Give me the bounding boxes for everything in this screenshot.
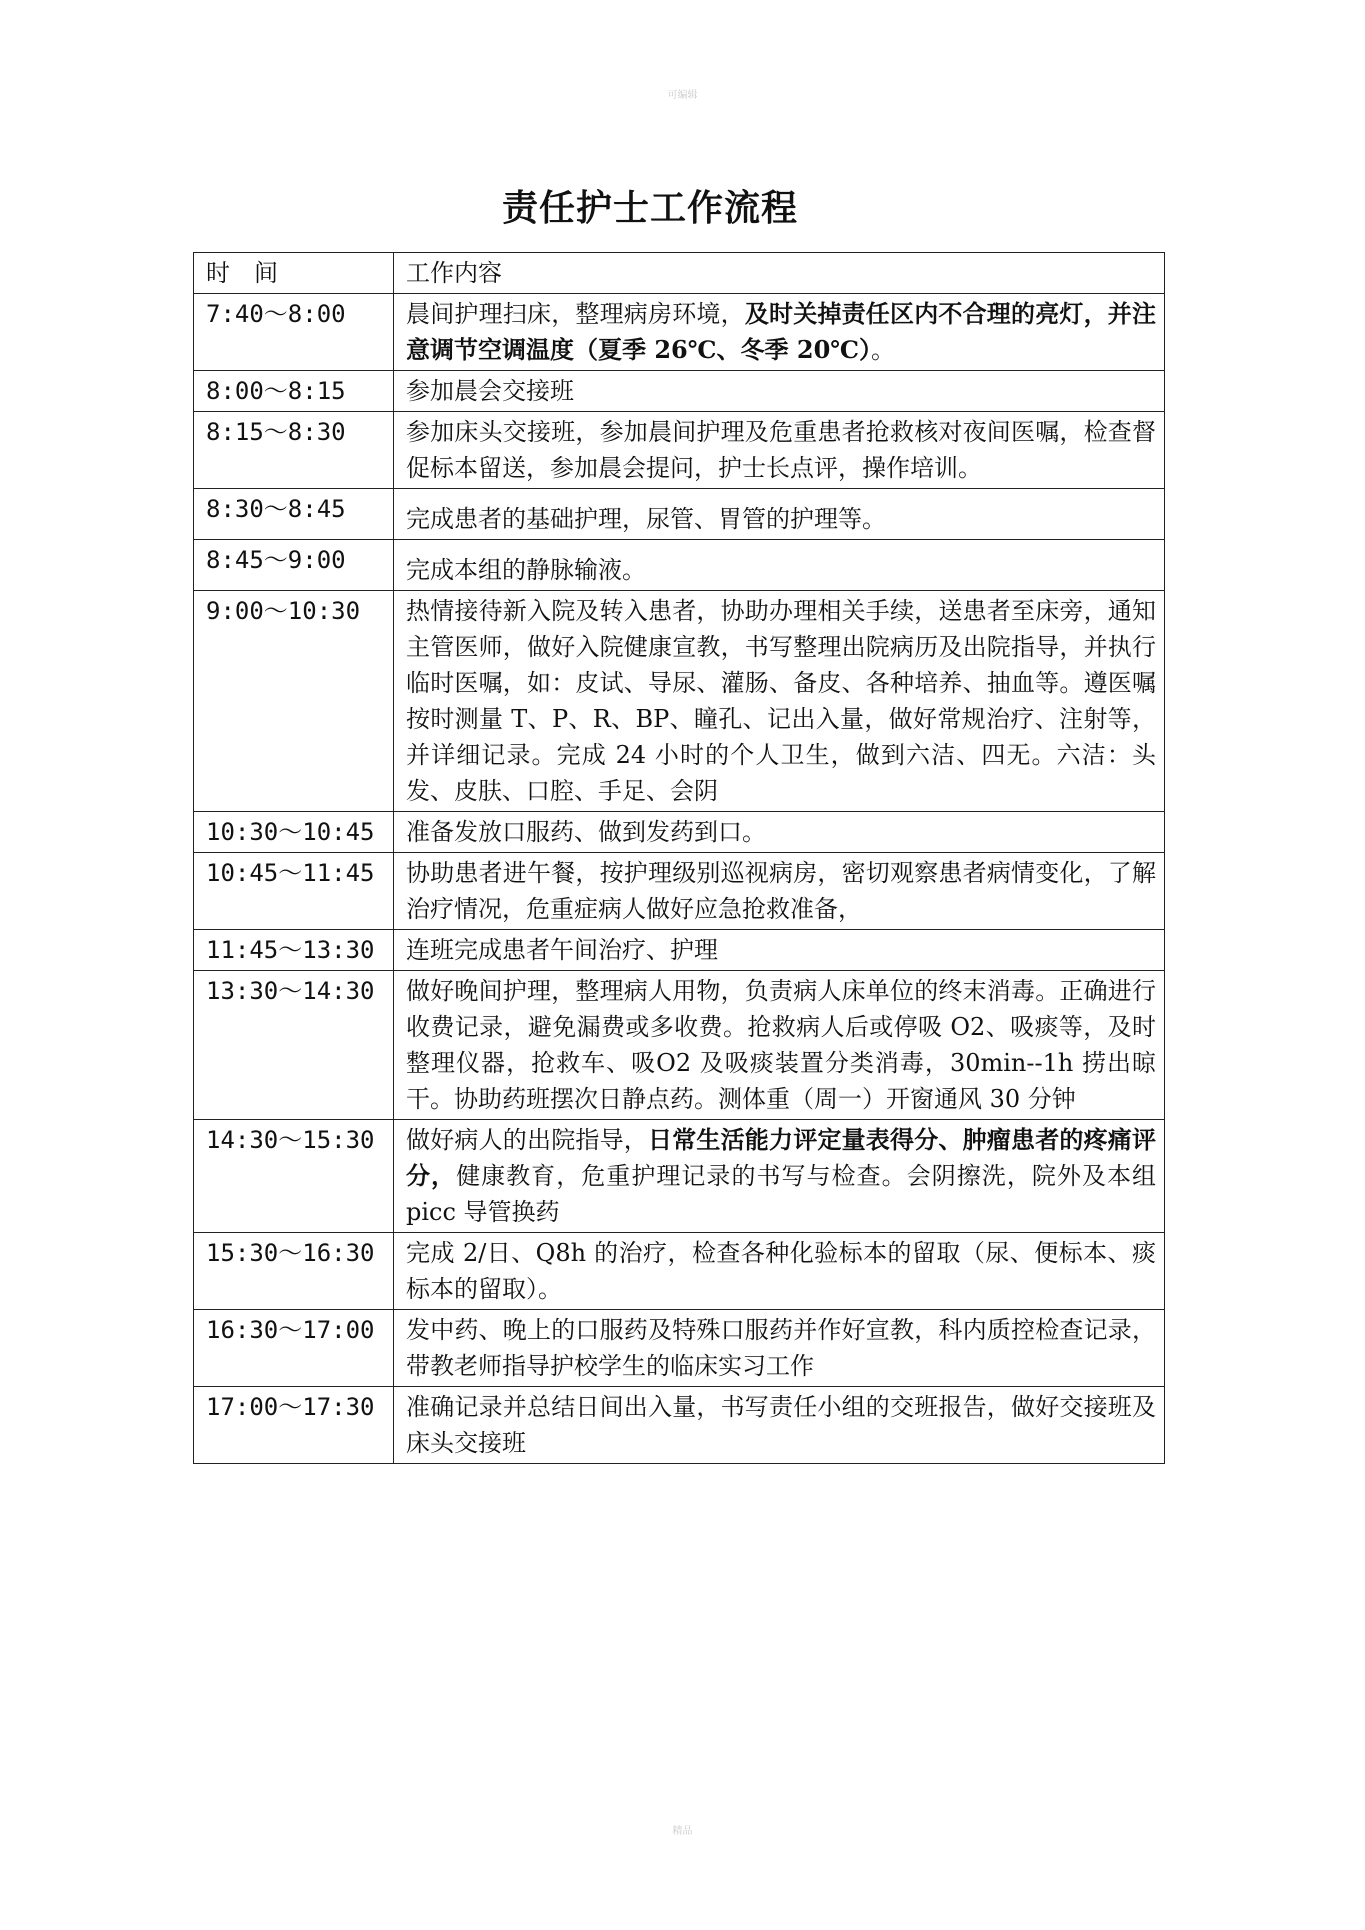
work-text: 完成患者的基础护理，尿管、胃管的护理等。 [406,505,886,533]
row-work-content [394,1310,1165,1387]
row-work-content [394,1233,1165,1310]
row-work-content [394,930,1165,971]
row-work-content [394,489,1165,540]
table-row [194,294,1165,371]
table-row [194,930,1165,971]
table-row [194,1233,1165,1310]
table-row [194,1310,1165,1387]
table-row [194,540,1165,591]
work-text: 发中药、晚上的口服药及特殊口服药并作好宣教，科内质控检查记录，带教老师指导护校学生的临床实习工作 [406,1316,1156,1380]
table-row [194,591,1165,812]
work-text: 协助患者进午餐，按护理级别巡视病房，密切观察患者病情变化，了解治疗情况，危重症病人做好应急抢救准备， [406,859,1156,923]
work-text: 准备发放口服药、做到发药到口。 [406,818,766,846]
table-row [194,1387,1165,1464]
row-time: 16:30～17:00 [194,1310,394,1387]
footer-watermark: 精品 [672,1826,693,1837]
header-watermark: 可编辑 [667,90,698,101]
row-time: 8:15～8:30 [194,412,394,489]
work-text: 参加晨会交接班 [406,377,574,405]
row-time: 9:00～10:30 [194,591,394,812]
work-text: 热情接待新入院及转入患者，协助办理相关手续，送患者至床旁，通知主管医师，做好入院健康宣教，书写整理出院病历及出院指导，并执行临时医嘱，如：皮试、导尿、灌肠、备皮、各种培养、抽血等。遵医嘱按时测量 T、P、R、BP、瞳孔、记出入量，做好常规治疗、注射等，并详细记录。完成 24 小时的个人卫生，做到六洁、四无。六洁：头发、皮肤、口腔、手足、会阴 [406,597,1156,805]
work-text: 晨间护理扫床，整理病房环境， [406,300,745,328]
work-text: 做好病人的出院指导， [406,1126,648,1154]
row-work-content [394,294,1165,371]
table-row [194,412,1165,489]
row-time: 10:30～10:45 [194,812,394,853]
row-time: 15:30～16:30 [194,1233,394,1310]
emphasis-text: 及时关掉责任区内不合理的亮灯，并注意调节空调温度（夏季 26℃、冬季 20℃） [406,299,1157,364]
work-text: 连班完成患者午间治疗、护理 [406,936,718,964]
row-time: 14:30～15:30 [194,1120,394,1233]
row-time: 17:00～17:30 [194,1387,394,1464]
emphasis-text: 日常生活能力评定量表得分、肿瘤患者的疼痛评分， [406,1125,1156,1190]
table-row [194,971,1165,1120]
row-work-content [394,412,1165,489]
table-row [194,489,1165,540]
work-text: 完成本组的静脉输液。 [406,556,646,584]
row-time: 11:45～13:30 [194,930,394,971]
row-work-content [394,591,1165,812]
row-time: 8:30～8:45 [194,489,394,540]
work-text: 参加床头交接班，参加晨间护理及危重患者抢救核对夜间医嘱，检查督促标本留送，参加晨会提问，护士长点评，操作培训。 [406,418,1156,482]
work-text: 。 [871,336,896,364]
work-text: 健康教育，危重护理记录的书写与检查。会阴擦洗，院外及本组 picc 导管换药 [406,1162,1157,1226]
work-text: 完成 2/日、Q8h 的治疗，检查各种化验标本的留取（尿、便标本、痰标本的留取）。 [406,1239,1156,1303]
row-work-content [394,1120,1165,1233]
table-row [194,853,1165,930]
row-time: 8:45～9:00 [194,540,394,591]
work-text: 准确记录并总结日间出入量，书写责任小组的交班报告，做好交接班及床头交接班 [406,1393,1156,1457]
header-work-content: 工作内容 [394,253,1165,294]
row-work-content [394,540,1165,591]
row-time: 13:30～14:30 [194,971,394,1120]
workflow-table [193,252,1165,1464]
header-time: 时 间 [194,253,394,294]
row-work-content [394,971,1165,1120]
row-work-content [394,371,1165,412]
table-row [194,1120,1165,1233]
page-title: 责任护士工作流程 [501,188,798,229]
row-work-content [394,853,1165,930]
row-time: 10:45～11:45 [194,853,394,930]
row-work-content [394,1387,1165,1464]
table-header-row [194,253,1165,294]
table-row [194,371,1165,412]
row-time: 8:00～8:15 [194,371,394,412]
row-time: 7:40～8:00 [194,294,394,371]
row-work-content [394,812,1165,853]
workflow-table-body [194,253,1165,1464]
table-row [194,812,1165,853]
work-text: 做好晚间护理，整理病人用物，负责病人床单位的终末消毒。正确进行收费记录，避免漏费或多收费。抢救病人后或停吸 O2、吸痰等，及时整理仪器，抢救车、吸O2 及吸痰装置分类消毒，30min--1h 捞出晾干。协助药班摆次日静点药。测体重（周一）开窗通风 30 分钟 [406,977,1156,1113]
